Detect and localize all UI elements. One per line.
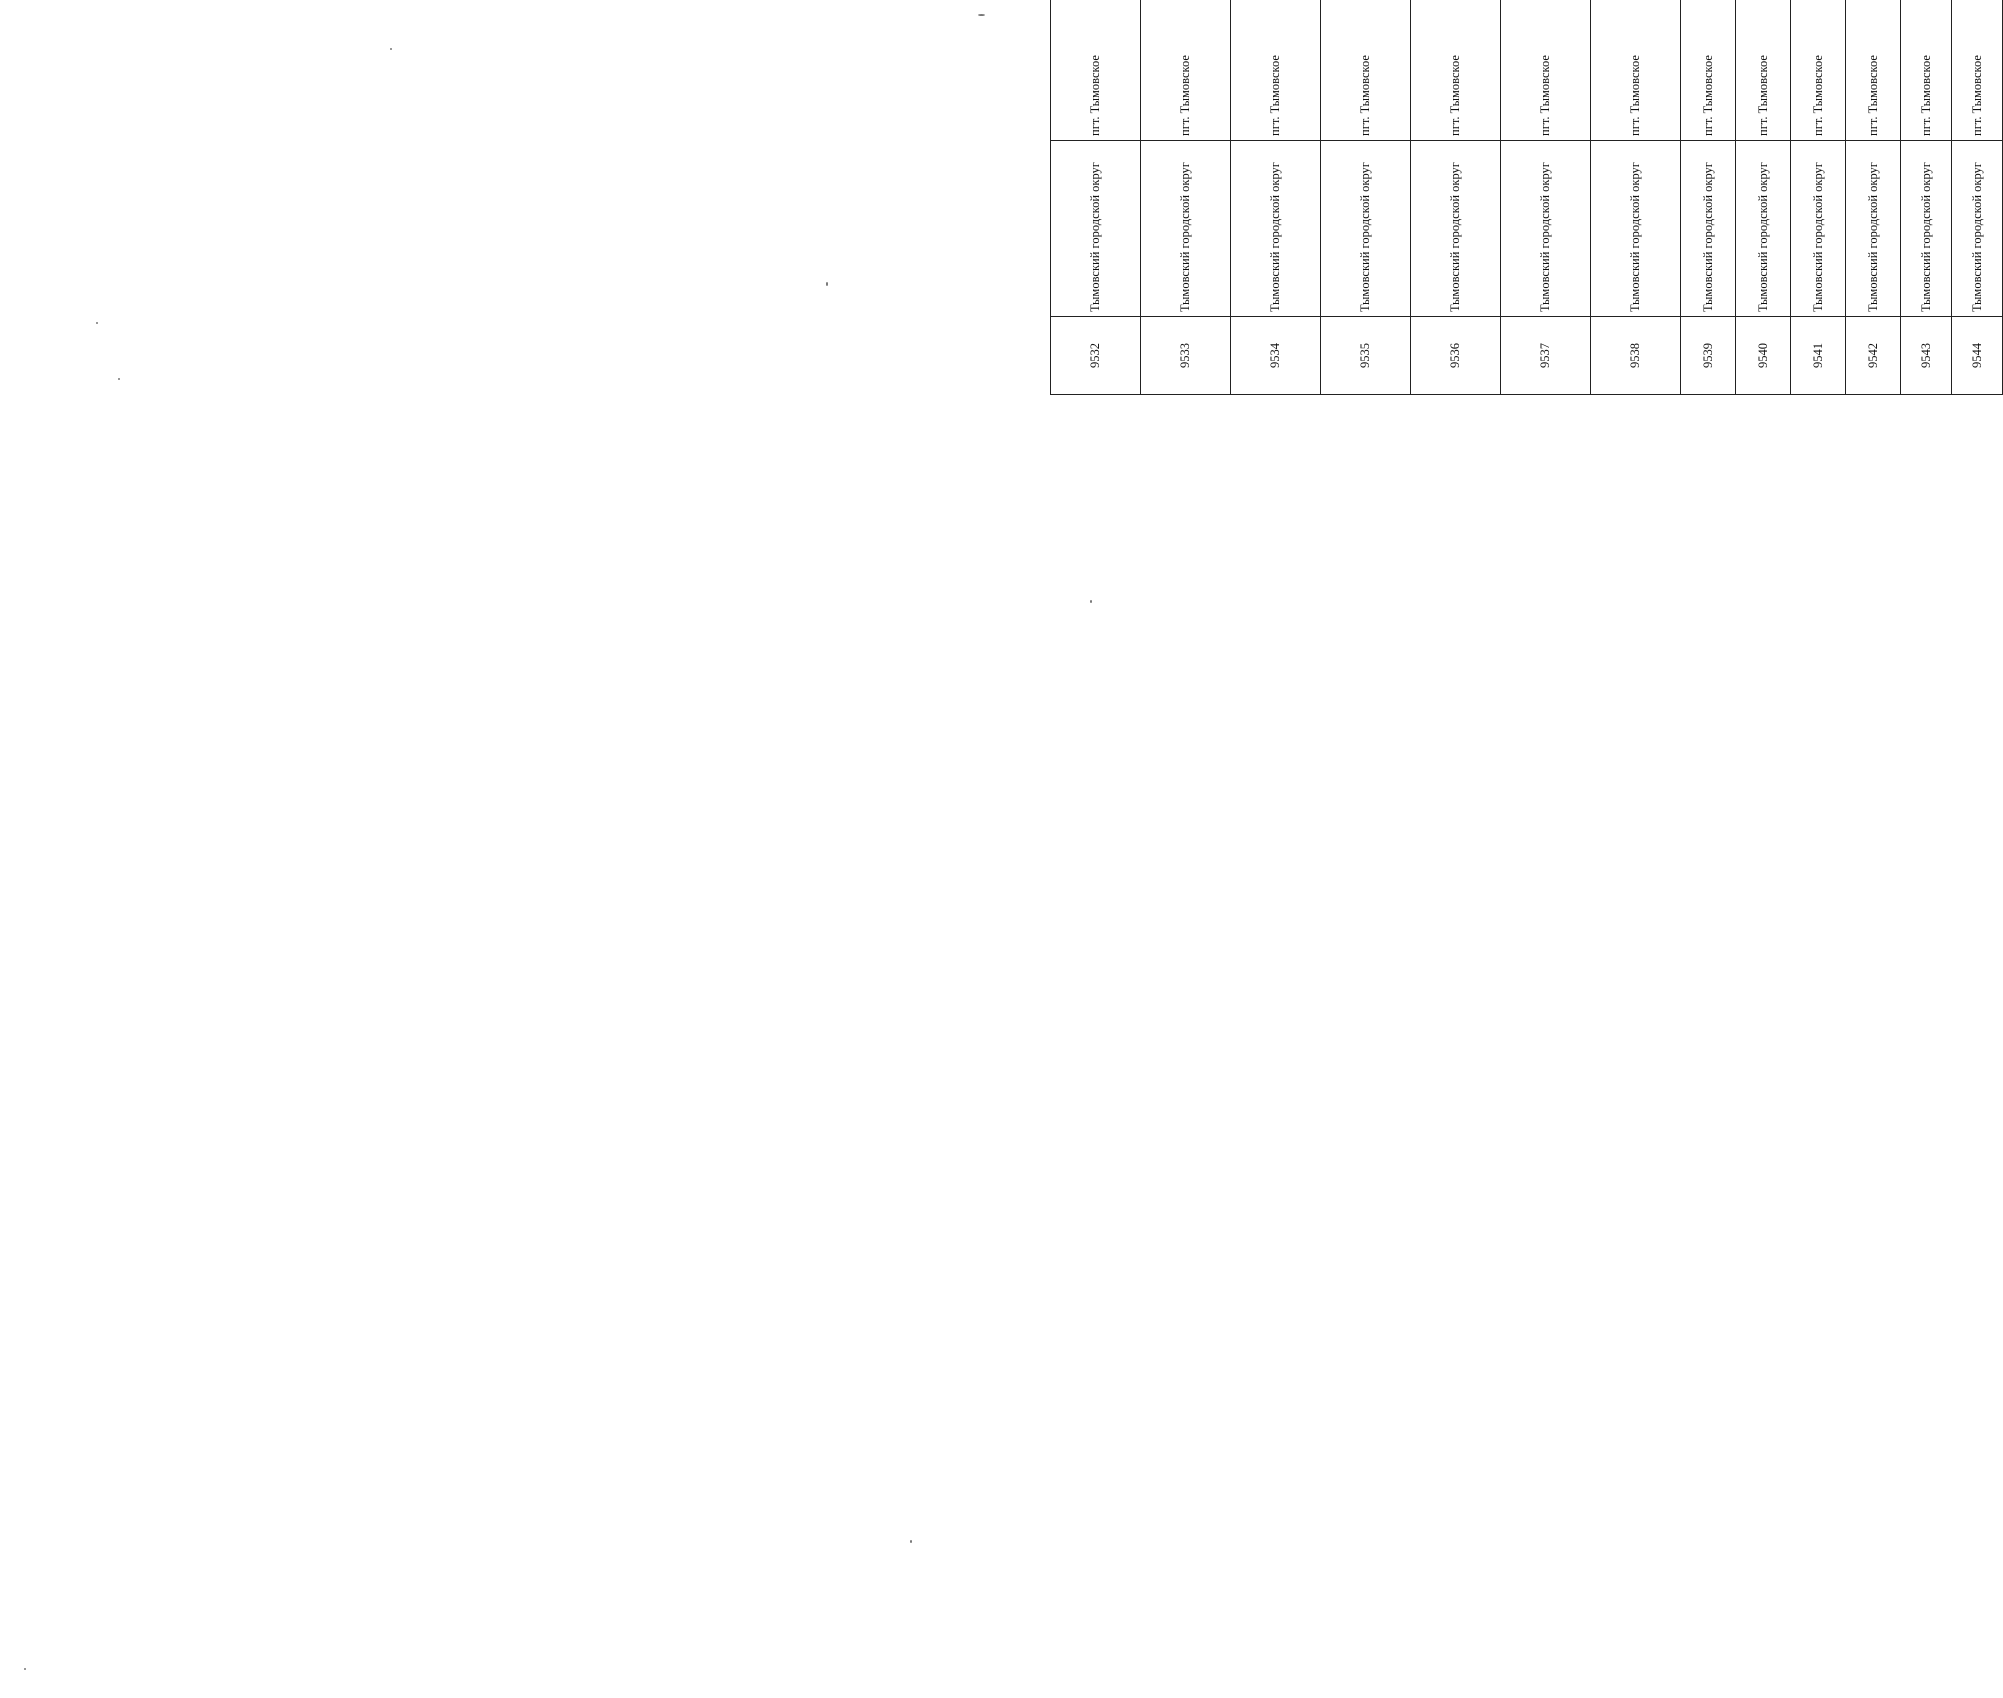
district-cell: Тымовский городской округ — [1231, 141, 1321, 317]
district-cell: Тымовский городской округ — [1901, 141, 1952, 317]
scan-speck — [826, 282, 828, 286]
settlement-cell: пгт. Тымовское — [1051, 0, 1141, 141]
settlement-cell: пгт. Тымовское — [1952, 0, 2003, 141]
settlement-cell: пгт. Тымовское — [1231, 0, 1321, 141]
row-number-cell: 9539 — [1681, 317, 1736, 395]
row-number-cell: 9543 — [1901, 317, 1952, 395]
settlement-cell: пгт. Тымовское — [1321, 0, 1411, 141]
scan-speck — [96, 322, 98, 324]
gas-pipeline-schedule-table — [1050, 0, 2003, 395]
settlement-cell: пгт. Тымовское — [1791, 0, 1846, 141]
settlement-cell: пгт. Тымовское — [1681, 0, 1736, 141]
table-row — [1591, 0, 1681, 395]
settlement-cell: пгт. Тымовское — [1591, 0, 1681, 141]
table-row — [1901, 0, 1952, 395]
scan-speck — [978, 14, 985, 16]
settlement-cell: пгт. Тымовское — [1141, 0, 1231, 141]
table-row — [1051, 0, 1141, 395]
district-cell: Тымовский городской округ — [1681, 141, 1736, 317]
row-number-cell: 9532 — [1051, 317, 1141, 395]
table-row — [1846, 0, 1901, 395]
settlement-cell: пгт. Тымовское — [1411, 0, 1501, 141]
row-number-cell: 9535 — [1321, 317, 1411, 395]
row-number-cell: 9541 — [1791, 317, 1846, 395]
table-body — [1051, 0, 2003, 395]
district-cell: Тымовский городской округ — [1051, 141, 1141, 317]
district-cell: Тымовский городской округ — [1591, 141, 1681, 317]
table-row — [1321, 0, 1411, 395]
row-number-cell: 9538 — [1591, 317, 1681, 395]
district-cell: Тымовский городской округ — [1952, 141, 2003, 317]
row-number-cell: 9534 — [1231, 317, 1321, 395]
district-cell: Тымовский городской округ — [1321, 141, 1411, 317]
table-row — [1231, 0, 1321, 395]
scan-speck — [910, 1540, 912, 1543]
settlement-cell: пгт. Тымовское — [1501, 0, 1591, 141]
row-number-cell: 9533 — [1141, 317, 1231, 395]
row-number-cell: 9537 — [1501, 317, 1591, 395]
table-row — [1952, 0, 2003, 395]
table-row — [1411, 0, 1501, 395]
row-number-cell: 9544 — [1952, 317, 2003, 395]
scan-speck — [118, 378, 120, 380]
row-number-cell: 9542 — [1846, 317, 1901, 395]
scan-speck — [1090, 600, 1092, 603]
row-number-cell: 9540 — [1736, 317, 1791, 395]
rotated-table — [1050, 0, 1990, 395]
district-cell: Тымовский городской округ — [1411, 141, 1501, 317]
district-cell: Тымовский городской округ — [1736, 141, 1791, 317]
table-row — [1736, 0, 1791, 395]
table-row — [1141, 0, 1231, 395]
settlement-cell: пгт. Тымовское — [1901, 0, 1952, 141]
district-cell: Тымовский городской округ — [1501, 141, 1591, 317]
district-cell: Тымовский городской округ — [1141, 141, 1231, 317]
scan-speck — [24, 1668, 26, 1670]
table-row — [1681, 0, 1736, 395]
row-number-cell: 9536 — [1411, 317, 1501, 395]
district-cell: Тымовский городской округ — [1846, 141, 1901, 317]
settlement-cell: пгт. Тымовское — [1846, 0, 1901, 141]
settlement-cell: пгт. Тымовское — [1736, 0, 1791, 141]
scan-speck — [390, 48, 392, 50]
table-row — [1791, 0, 1846, 395]
district-cell: Тымовский городской округ — [1791, 141, 1846, 317]
table-row — [1501, 0, 1591, 395]
